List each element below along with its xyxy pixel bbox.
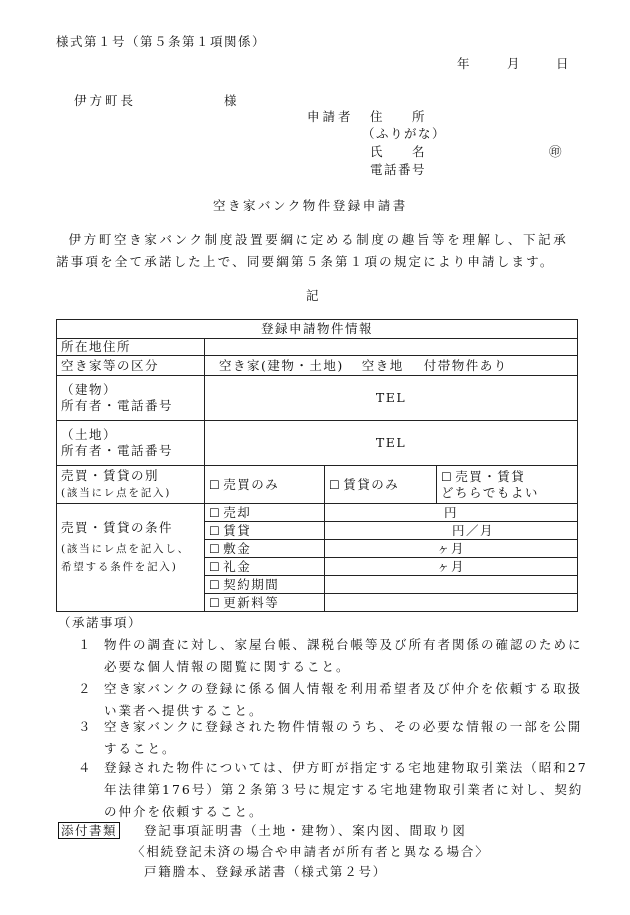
condition-label: 契約期間 — [223, 576, 280, 592]
condition-label: 更新料等 — [223, 594, 280, 610]
checkbox-icon[interactable]: ☐ — [209, 523, 222, 538]
owner-phone-label: 所有者・電話番号 — [61, 398, 174, 413]
owner-phone-label: 所有者・電話番号 — [61, 443, 174, 458]
condition-row[interactable] — [205, 540, 325, 558]
condition-row[interactable] — [205, 558, 325, 576]
land-owner-tel[interactable]: TEL — [205, 421, 578, 466]
checkbox-icon[interactable]: ☐ — [209, 477, 222, 492]
conditions-note: (該当にレ点を記入し、希望する条件を記入) — [61, 543, 190, 573]
property-info-table — [56, 319, 578, 612]
condition-value[interactable] — [325, 576, 578, 594]
consent-item — [78, 757, 594, 823]
seal-mark: ㊞ — [549, 144, 564, 159]
conditions-label — [57, 504, 205, 612]
checkbox-icon[interactable]: ☐ — [441, 469, 454, 484]
condition-label: 礼金 — [223, 558, 252, 574]
rent-only-option[interactable] — [325, 466, 437, 504]
type-option-vacant-land[interactable]: 空き地 — [361, 357, 404, 373]
building-owner-tel[interactable]: TEL — [205, 376, 578, 421]
consent-item-text: 空き家バンクの登録に係る個人情報を利用希望者及び仲介を依頼する取扱い業者へ提供すること。 — [104, 681, 583, 718]
condition-row[interactable] — [205, 504, 325, 522]
building-owner-label — [57, 376, 205, 421]
rent-only-label: 賃貸のみ — [343, 476, 400, 492]
either-label-2: どちらでもよい — [441, 484, 539, 500]
intro-paragraph: 伊方町空き家バンク制度設置要綱に定める制度の趣旨等を理解し、下記承諾事項を全て承諾した上で、同要綱第５条第１項の規定により申請します。 — [56, 232, 568, 269]
attachments-line-2: 〈相続登記未済の場合や申請者が所有者と異なる場合〉 — [132, 844, 490, 859]
consent-item-number: １ — [78, 637, 93, 652]
type-option-house[interactable]: 空き家(建物・土地) — [219, 357, 344, 373]
date-month: 月 — [507, 56, 522, 71]
document-title: 空き家バンク物件登録申請書 — [213, 198, 408, 213]
consent-heading: （承諾事項） — [58, 615, 143, 630]
consent-item — [78, 716, 594, 760]
date-day: 日 — [556, 56, 571, 71]
condition-value[interactable]: 円／月 — [325, 522, 578, 540]
land-owner-label — [57, 421, 205, 466]
condition-label: 賃貸 — [223, 522, 252, 538]
applicant-label: 申請者 — [307, 109, 354, 124]
consent-item-number: ２ — [78, 681, 93, 696]
sale-only-label: 売買のみ — [223, 476, 280, 492]
phone-label: 電話番号 — [370, 162, 427, 177]
form-number: 様式第１号（第５条第１項関係） — [56, 34, 267, 49]
condition-value[interactable]: 円 — [325, 504, 578, 522]
condition-value[interactable]: ヶ月 — [325, 540, 578, 558]
conditions-title: 売買・賃貸の条件 — [61, 520, 174, 535]
type-options — [205, 356, 578, 376]
condition-value[interactable]: ヶ月 — [325, 558, 578, 576]
checkbox-icon[interactable]: ☐ — [209, 559, 222, 574]
checkbox-icon[interactable]: ☐ — [209, 595, 222, 610]
date-year: 年 — [457, 56, 472, 71]
consent-item-text: 物件の調査に対し、家屋台帳、課税台帳等及び所有者関係の確認のために必要な個人情報の閲覧に関すること。 — [104, 637, 583, 674]
type-label: 空き家等の区分 — [57, 356, 205, 376]
sale-type-label — [57, 466, 205, 504]
type-option-attached[interactable]: 付帯物件あり — [423, 357, 508, 373]
condition-label: 売却 — [223, 504, 252, 520]
table-heading: 登録申請物件情報 — [57, 320, 578, 339]
condition-label: 敷金 — [223, 540, 252, 556]
condition-row[interactable] — [205, 594, 325, 612]
condition-value[interactable] — [325, 594, 578, 612]
condition-row[interactable] — [205, 576, 325, 594]
checkbox-icon[interactable]: ☐ — [209, 577, 222, 592]
either-option[interactable] — [437, 466, 578, 504]
ki-label: 記 — [306, 288, 321, 303]
checkbox-icon[interactable]: ☐ — [329, 477, 342, 492]
name-label: 氏 名 — [370, 144, 427, 159]
building-label: （建物） — [61, 382, 118, 397]
consent-item-text: 登録された物件については、伊方町が指定する宅地建物取引業法（昭和27年法律第176号）第２条第３号に規定する宅地建物取引業者に対し、契約の仲介を依頼すること。 — [104, 760, 588, 819]
attachments-line-1: 登記事項証明書（土地・建物）、案内図、間取り図 — [144, 823, 467, 838]
checkbox-icon[interactable]: ☐ — [209, 505, 222, 520]
checkbox-icon[interactable]: ☐ — [209, 541, 222, 556]
land-label: （土地） — [61, 427, 118, 442]
attachments-line-3: 戸籍謄本、登録承諾書（様式第２号） — [144, 864, 388, 879]
consent-item-number: ３ — [78, 719, 93, 734]
furigana-label: （ふりがな） — [362, 126, 447, 141]
attachments-label — [58, 821, 120, 839]
address-label: 住 所 — [370, 109, 427, 124]
either-label-1: 売買・賃貸 — [455, 468, 526, 484]
location-field[interactable] — [205, 339, 578, 356]
condition-row[interactable] — [205, 522, 325, 540]
addressee: 伊方町長 — [74, 93, 137, 108]
attachments-label-box: 添付書類 — [58, 822, 120, 839]
sale-only-option[interactable] — [205, 466, 325, 504]
sale-type-title: 売買・賃貸の別 — [61, 467, 160, 483]
consent-item-number: ４ — [78, 760, 93, 775]
consent-item — [78, 634, 594, 678]
sale-type-note: (該当にレ点を記入) — [61, 486, 172, 499]
location-label: 所在地住所 — [57, 339, 205, 356]
honorific: 様 — [224, 93, 239, 108]
consent-item-text: 空き家バンクに登録された物件情報のうち、その必要な情報の一部を公開すること。 — [104, 719, 583, 756]
